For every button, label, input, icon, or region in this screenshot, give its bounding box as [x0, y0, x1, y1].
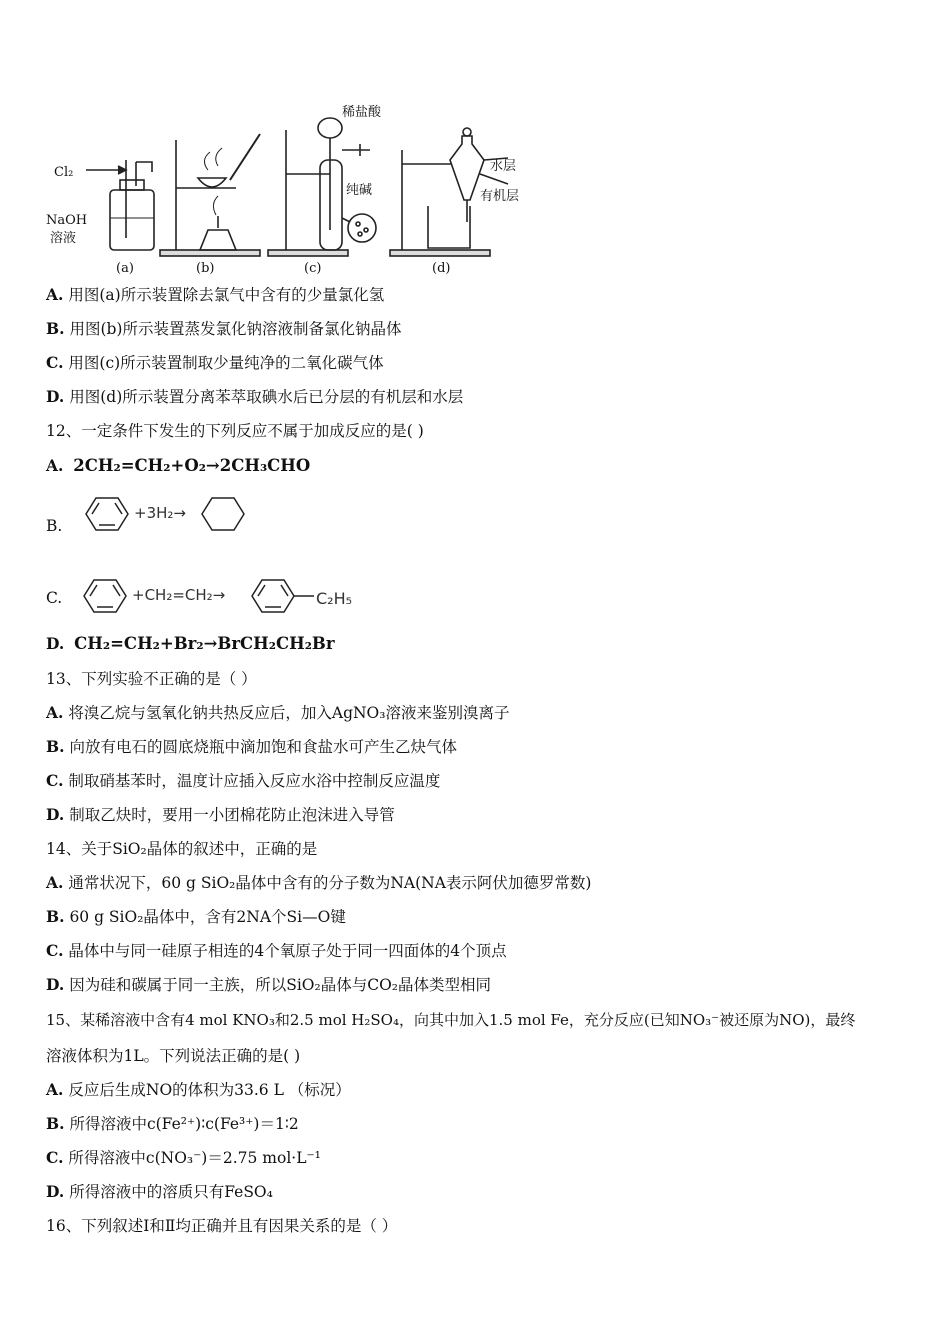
q11-option-b: B. 用图(b)所示装置蒸发氯化钠溶液制备氯化钠晶体: [46, 319, 402, 338]
q11-option-c: C. 用图(c)所示装置制取少量纯净的二氧化碳气体: [46, 353, 384, 372]
apparatus-drawing: [40, 100, 540, 278]
q12-stem: 12、一定条件下发生的下列反应不属于加成反应的是( ): [46, 422, 424, 440]
q15-stem-line1: 15、某稀溶液中含有4 mol KNO₃和2.5 mol H₂SO₄，向其中加入1.5 mol Fe，充分反应(已知NO₃⁻被还原为NO)，最终: [46, 1011, 856, 1029]
q14-option-a: A. 通常状况下，60 g SiO₂晶体中含有的分子数为NA(NA表示阿伏加德罗常数): [46, 873, 592, 892]
label-water-layer: 水层: [490, 159, 517, 174]
q14-stem: 14、关于SiO₂晶体的叙述中，正确的是: [46, 840, 318, 858]
q13-option-a: A. 将溴乙烷与氢氧化钠共热反应后，加入AgNO₃溶液来鉴别溴离子: [46, 703, 510, 722]
label-cl2: Cl₂: [54, 165, 74, 180]
q14-option-b: B. 60 g SiO₂晶体中，含有2NA个Si—O键: [46, 907, 346, 926]
caption-c: (c): [304, 261, 322, 276]
q13-option-b: B. 向放有电石的圆底烧瓶中滴加饱和食盐水可产生乙炔气体: [46, 737, 457, 756]
q11-option-a: A. 用图(a)所示装置除去氯气中含有的少量氯化氢: [46, 285, 385, 304]
q15-option-d: D. 所得溶液中的溶质只有FeSO₄: [46, 1182, 273, 1201]
b-reaction-text: +3H₂→: [134, 504, 186, 522]
caption-b: (b): [196, 261, 215, 276]
label-dilute-hcl: 稀盐酸: [342, 105, 382, 120]
c-reaction-text: +CH₂=CH₂→: [132, 586, 226, 604]
caption-d: (d): [432, 261, 451, 276]
caption-a: (a): [116, 261, 134, 276]
label-organic-layer: 有机层: [480, 189, 520, 204]
q12-option-a: A. 2CH₂=CH₂+O₂→2CH₃CHO: [46, 456, 311, 475]
q15-option-c: C. 所得溶液中c(NO₃⁻)＝2.75 mol·L⁻¹: [46, 1148, 321, 1167]
q15-option-a: A. 反应后生成NO的体积为33.6 L （标况）: [46, 1080, 351, 1099]
q14-option-c: C. 晶体中与同一硅原子相连的4个氧原子处于同一四面体的4个顶点: [46, 941, 507, 960]
q15-option-b: B. 所得溶液中c(Fe²⁺)∶c(Fe³⁺)＝1∶2: [46, 1114, 299, 1133]
q16-stem: 16、下列叙述Ⅰ和Ⅱ均正确并且有因果关系的是（ ）: [46, 1217, 398, 1235]
q15-stem-line2: 溶液体积为1L。下列说法正确的是( ): [46, 1047, 301, 1065]
q12-option-b-letter: B.: [46, 517, 63, 535]
q13-stem: 13、下列实验不正确的是（ ）: [46, 670, 257, 688]
label-solution: 溶液: [50, 231, 77, 246]
c-substituent: C₂H₅: [316, 589, 353, 608]
q12-option-c-reaction: [78, 576, 378, 620]
q13-option-c: C. 制取硝基苯时，温度计应插入反应水浴中控制反应温度: [46, 771, 441, 790]
q14-option-d: D. 因为硅和碳属于同一主族，所以SiO₂晶体与CO₂晶体类型相同: [46, 975, 492, 994]
q12-option-d: D. CH₂=CH₂+Br₂→BrCH₂CH₂Br: [46, 634, 335, 653]
label-naoh: NaOH: [46, 213, 88, 228]
q12-option-c-letter: C.: [46, 589, 63, 607]
q12-option-b-reaction: [78, 494, 278, 538]
q11-option-d: D. 用图(d)所示装置分离苯萃取碘水后已分层的有机层和水层: [46, 387, 464, 406]
cyclohexane-ring-icon: [202, 498, 244, 530]
q13-option-d: D. 制取乙炔时，要用一小团棉花防止泡沫进入导管: [46, 805, 395, 824]
label-soda: 纯碱: [346, 183, 373, 198]
apparatus-figure: [40, 100, 540, 278]
wash-bottle: [110, 190, 154, 250]
